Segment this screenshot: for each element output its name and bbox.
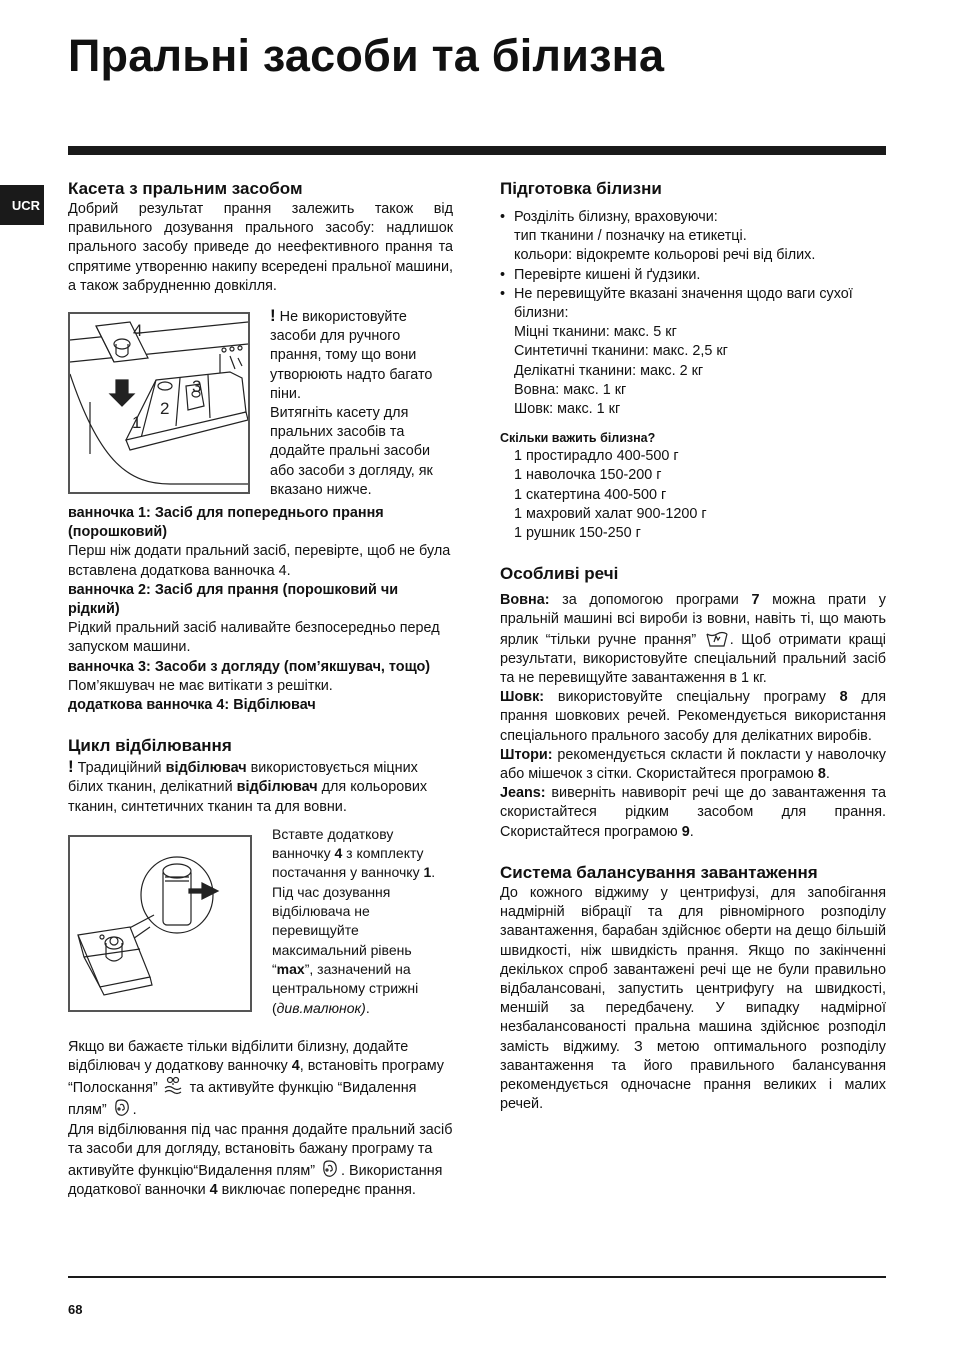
list-item: • Не перевищуйте вказані значення щодо ваги сухої білизни: Міцні тканини: макс. 5 кг Синтетичні тканини: макс. 2,5 кг Делікатні тканини: макс. 2 кг Вовна: макс. 1 кг Шовк: макс. 1 кг: [500, 285, 886, 419]
list-item: 1 простирадло 400-500 г: [514, 448, 679, 465]
curtains-text: Штори: рекомендується скласти й покласти у наволочку або мішечок з сітки. Скористайтеся програмою 8.: [500, 746, 886, 783]
page-title: Пральні засоби та білизна: [68, 30, 665, 81]
page-number: 68: [68, 1302, 83, 1317]
figure-label-2: 2: [160, 399, 170, 419]
pull-drawer-text: Витягніть касету для пральних засобів та додайте пральні засоби або засоби з догляду, як вказано нижче.: [270, 405, 433, 498]
rinse-icon: [163, 1076, 185, 1096]
tray2-title: ванночка 2: Засіб для прання (порошковий чи рідкий): [68, 581, 399, 618]
wool-text: Вовна: за допомогою програми 7 можна прати у пральній машині всі вироби із вовни, навіть ті, що мають ярлик “тільки ручне прання” . Щоб отримати кращі результати, використовуйте спеціальний пральний засіб та не перевищуйте завантаження в 1 кг.: [500, 592, 886, 687]
figure-label-4: 4: [133, 321, 143, 341]
bleach-figure-text: [252, 825, 453, 1018]
prep-heading: Підготовка білизни: [500, 179, 662, 198]
handwash-only-icon: [705, 630, 729, 648]
tray3-text: Пом’якшувач не має витікати з решітки.: [68, 677, 333, 694]
cassette-intro: Добрий результат прання залежить також від правильного дозування прального засобу: надлишок прального засобу приведе до неефективного прання та спрятиме утворенню накипу всередені пральної машини, а також забрудненню довкілля.: [68, 201, 453, 294]
balance-heading: Система балансування завантаження: [500, 862, 818, 882]
silk-text: Шовк: використовуйте спеціальну програму 8 для прання шовкових речей. Рекомендується використання спеціального прального засобу для делікатних виробів.: [500, 689, 886, 744]
bleach-figure-row: [68, 825, 453, 1018]
warning-text: Не використовуйте засоби для ручного прання, тому що вони утворюють надто багато піни.: [270, 309, 433, 402]
jeans-text: Jeans: виверніть навиворіт речі ще до завантаження та скористайтеся рідким засобом для прання. Скористайтеся програмою 9.: [500, 785, 886, 840]
header-rule: [68, 146, 886, 155]
stain-removal-icon: [320, 1159, 340, 1179]
balance-text: До кожного віджиму у центрифузі, для запобігання надмірній вібрації та для рівномірного розподілу завантаження, барабан здійснює оберти на дещо більшій швидкості, ніж швидкість прання. Якщо по закінченні декількох спроб завантажені речі ще не були правильно відбалансовані, запустить центрифугу на швидкості, меншій за передбачену. У випадку надмірної незбалансованості пральна машина здійснює розподіл замість віджиму. З метою оптимального розподілу завантаження та його правильного балансування рекомендується одночасне прання великих і малих речей.: [500, 884, 886, 1113]
detergent-drawer-figure: [68, 312, 250, 494]
list-item: • Розділіть білизну, враховуючи: тип тканини / позначку на етикетці. кольори: відокремте кольорові речі від білих.: [500, 208, 886, 266]
tray1-text: Перш ніж додати пральний засіб, перевірте, щоб не була вставлена додаткова ванночка 4.: [68, 543, 451, 579]
right-column: [500, 178, 886, 1114]
stain-removal-icon: [112, 1098, 132, 1118]
cassette-figure-row: [68, 306, 453, 500]
cassette-figure-text: [250, 306, 453, 500]
bleach-with-wash-text: Для відбілювання під час прання додайте пральний засіб та засоби для догляду, встановіть бажану програму та активуйте функцію“Видалення плям” . Використання додаткової ванночки 4 виключає попереднє прання.: [68, 1121, 453, 1199]
figure-label-1: 1: [132, 413, 142, 433]
tray2-text: Рідкий пральний засіб наливайте безпосередньо перед запуском машини.: [68, 620, 440, 656]
bleach-heading: Цикл відбілювання: [68, 736, 232, 756]
weights-list: [500, 447, 886, 543]
list-item: 1 скатертина 400-500 г: [514, 486, 667, 503]
language-tab: UCR: [0, 185, 44, 225]
list-item: 1 рушник 150-250 г: [514, 525, 641, 542]
tray1-title: ванночка 1: Засіб для попереднього прання (порошковий): [68, 505, 384, 541]
warning-mark: !: [270, 306, 276, 326]
bleach-only-text: Якщо ви бажаєте тільки відбілити білизну, додайте відбілювач у додаткову ванночку 4, встановіть програму “Полоскання” та активуйте функцію “Видалення плям” .: [68, 1038, 444, 1119]
list-item: 1 наволочка 150-200 г: [514, 467, 662, 484]
figure-label-3: 3: [192, 377, 202, 397]
bleach-intro: ! Традиційний відбілювач використовується міцних білих тканин, делікатний відбілювач для кольорових тканин, синтетичних тканин та для вовни.: [68, 757, 428, 815]
detergent-drawer-illustration: [70, 314, 248, 492]
special-heading: Особливі речі: [500, 564, 619, 584]
prep-list: [500, 208, 886, 419]
footer-rule: [68, 1276, 886, 1278]
bleach-tray-figure: [68, 835, 252, 1012]
bleach-tray-illustration: [70, 837, 250, 1010]
weight-heading: Скільки важить білизна?: [500, 431, 656, 446]
left-column: [68, 178, 453, 1200]
hand-wash-warning: [270, 306, 453, 404]
list-item: 1 махровий халат 900-1200 г: [514, 505, 707, 522]
warning-mark: !: [68, 757, 74, 777]
tray4-title: додаткова ванночка 4: Відбілювач: [68, 697, 316, 714]
tray3-title: ванночка 3: Засоби з догляду (пом’якшувач, тощо): [68, 658, 431, 675]
cassette-heading: Касета з пральним засобом: [68, 179, 303, 198]
bleach-insert-text: Вставте додаткову ванночку 4 з комплекту постачання у ванночку 1. Під час дозування відбілювача не перевищуйте максимальний рівень “max”, зазначений на центральному стрижні (див.малюнок).: [272, 825, 436, 1016]
list-item: • Перевірте кишені й ґудзики.: [500, 266, 886, 285]
